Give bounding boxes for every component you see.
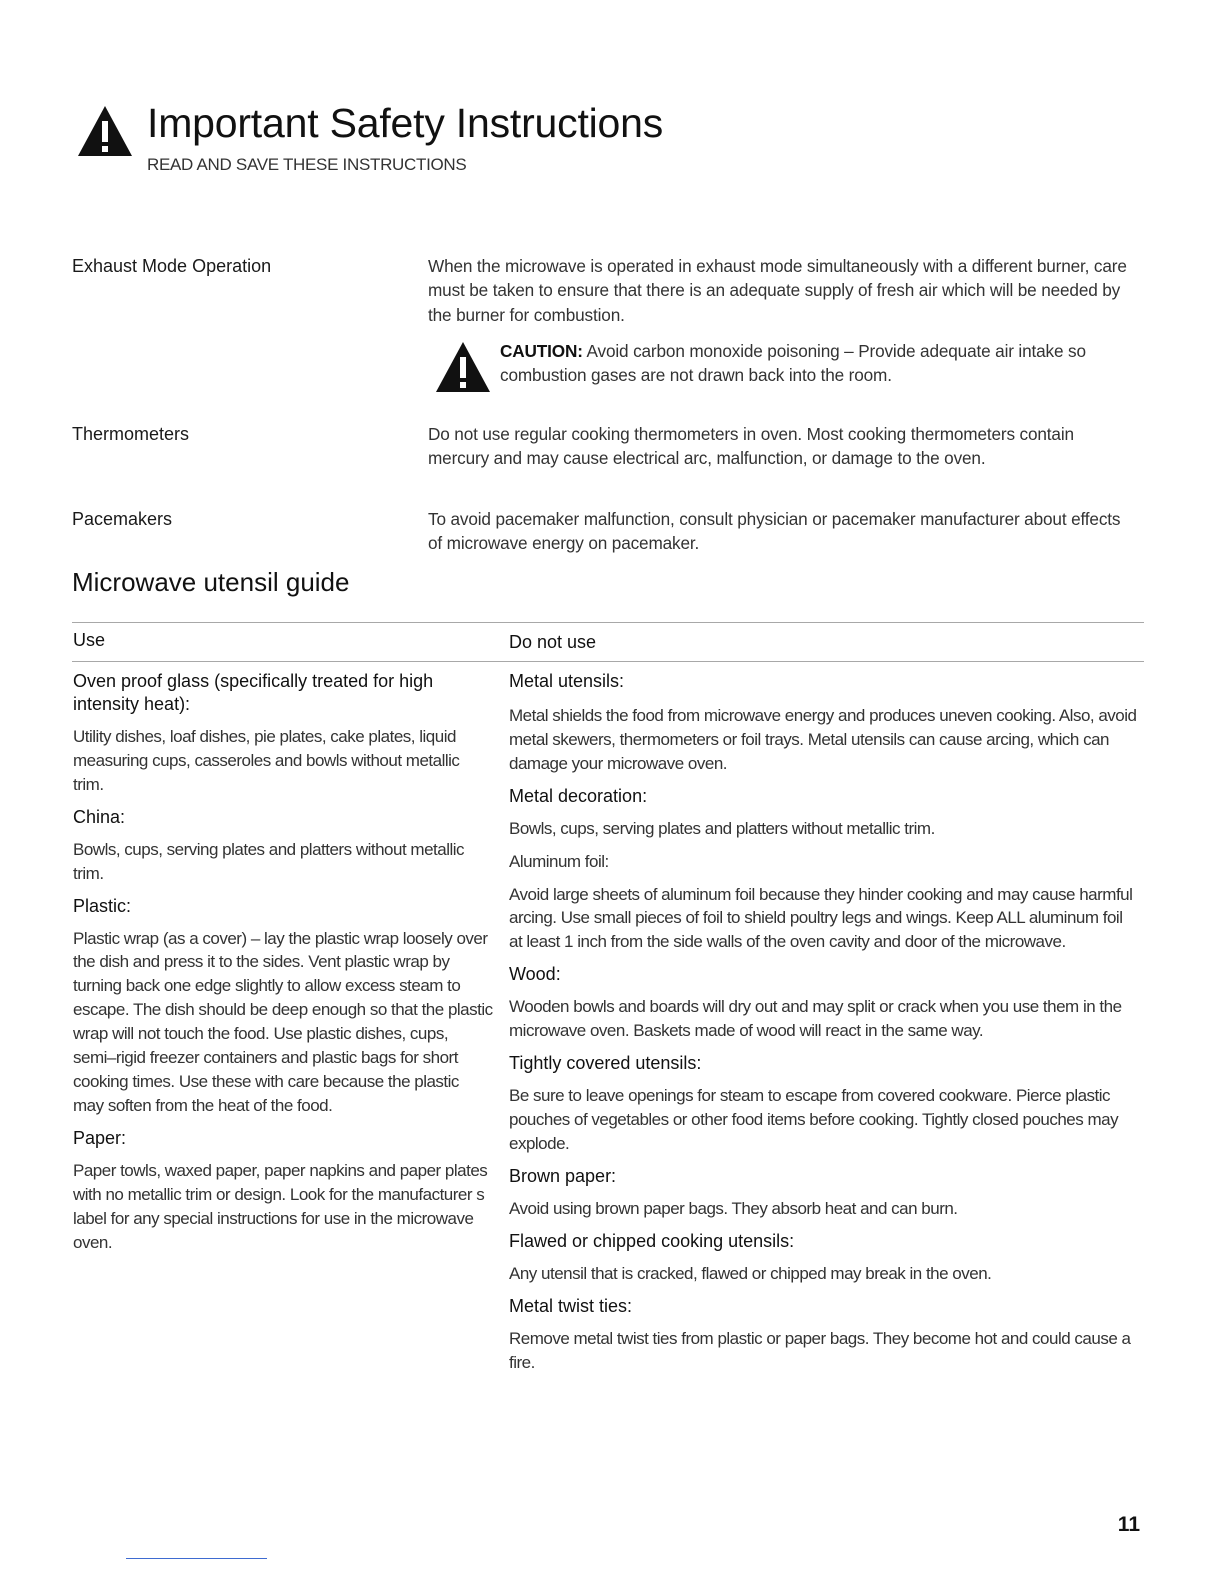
use-text: Plastic wrap (as a cover) – lay the plastic wrap loosely over the dish and press it to the sides. Vent plastic wrap by turning back one edge slightly to allow excess steam to escape. The dish should be deep enough so that the plastic wrap will not touch the food. Use plastic dishes, cups, semi–rigid freezer containers and plastic bags for short cooking times. Use these with care because the plastic may soften from the heat of the food. [73, 928, 493, 1115]
use-text: Utility dishes, loaf dishes, pie plates, cake plates, liquid measuring cups, casseroles and bowls without metallic trim. [73, 727, 460, 794]
use-column-header: Use [73, 630, 106, 650]
donot-heading: Metal decoration: [509, 785, 648, 806]
donot-text: Remove metal twist ties from plastic or paper bags. They become hot and could cause a fire. [509, 1328, 1131, 1372]
exhaust-mode-text: When the microwave is operated in exhaust mode simultaneously with a different burner, care must be taken to ensure that there is an adequate supply of fresh air which will be needed by the burner for combustion. [428, 256, 1127, 325]
use-heading: Paper: [73, 1127, 127, 1148]
thermometers-text: Do not use regular cooking thermometers in oven. Most cooking thermometers contain mercury and may cause electrical arc, malfunction, or damage to the oven. [428, 424, 1074, 469]
donot-heading: Wood: [509, 964, 561, 985]
caution-note [500, 339, 1140, 388]
caution-label: CAUTION: [500, 341, 583, 361]
donot-text: Wooden bowls and boards will dry out and may split or crack when you use them in the microwave oven. Baskets made of wood will react in the same way. [509, 997, 1122, 1041]
use-heading: Oven proof glass (specifically treated for high intensity heat): [73, 671, 434, 714]
donot-heading: Brown paper: [509, 1165, 617, 1186]
donot-heading: Metal utensils: [509, 671, 625, 691]
page-title: Important Safety Instructions [147, 100, 664, 146]
donot-text: Be sure to leave openings for steam to escape from covered cookware. Pierce plastic pouches of vegetables or other food items before cooking. Tightly closed pouches may explode. [509, 1086, 1119, 1153]
warning-triangle-icon [76, 104, 134, 158]
donot-heading: Metal twist ties: [509, 1295, 633, 1316]
exhaust-mode-label: Exhaust Mode Operation [72, 256, 272, 276]
divider [72, 622, 1144, 623]
use-heading: Plastic: [73, 895, 132, 916]
donot-text: Bowls, cups, serving plates and platters without metallic trim. [509, 818, 935, 838]
donot-text: Avoid large sheets of aluminum foil because they hinder cooking and may cause harmful arcing. Use small pieces of foil to shield poultry legs and wings. Keep ALL aluminum foil at least 1 inch from the side walls of the oven cavity and door of the microwave. [509, 884, 1133, 952]
use-column [73, 670, 493, 1263]
caution-text: Avoid carbon monoxide poisoning – Provide adequate air intake so combustion gases are not drawn back into the room. [500, 341, 1086, 386]
donot-column-header: Do not use [509, 632, 597, 652]
donot-text: Any utensil that is cracked, flawed or chipped may break in the oven. [509, 1263, 992, 1283]
use-text: Bowls, cups, serving plates and platters without metallic trim. [73, 839, 465, 883]
donot-text: Aluminum foil: [509, 851, 609, 871]
page-subtitle: READ AND SAVE THESE INSTRUCTIONS [147, 155, 467, 174]
page-number: 11 [1117, 1513, 1140, 1536]
divider [72, 661, 1144, 662]
pacemakers-label: Pacemakers [72, 509, 173, 529]
use-text: Paper towls, waxed paper, paper napkins and paper plates with no metallic trim or design. Look for the manufacturer s label for any special instructions for use in the microwave oven. [73, 1160, 488, 1252]
donot-text: Metal shields the food from microwave energy and produces uneven cooking. Also, avoid metal skewers, thermometers or foil trays. Metal utensils can cause arcing, which can damage your microwave oven. [509, 706, 1137, 773]
use-heading: China: [73, 806, 126, 827]
caution-triangle-icon [434, 340, 492, 394]
pacemakers-text: To avoid pacemaker malfunction, consult physician or pacemaker manufacturer about effects of microwave energy on pacemaker. [428, 509, 1121, 554]
link-underline [126, 1558, 267, 1559]
donot-text: Avoid using brown paper bags. They absorb heat and can burn. [509, 1198, 958, 1218]
section-title: Microwave utensil guide [72, 567, 350, 597]
donot-column [509, 670, 1139, 1383]
donot-heading: Flawed or chipped cooking utensils: [509, 1230, 795, 1251]
thermometers-label: Thermometers [72, 424, 190, 444]
donot-heading: Tightly covered utensils: [509, 1053, 702, 1074]
